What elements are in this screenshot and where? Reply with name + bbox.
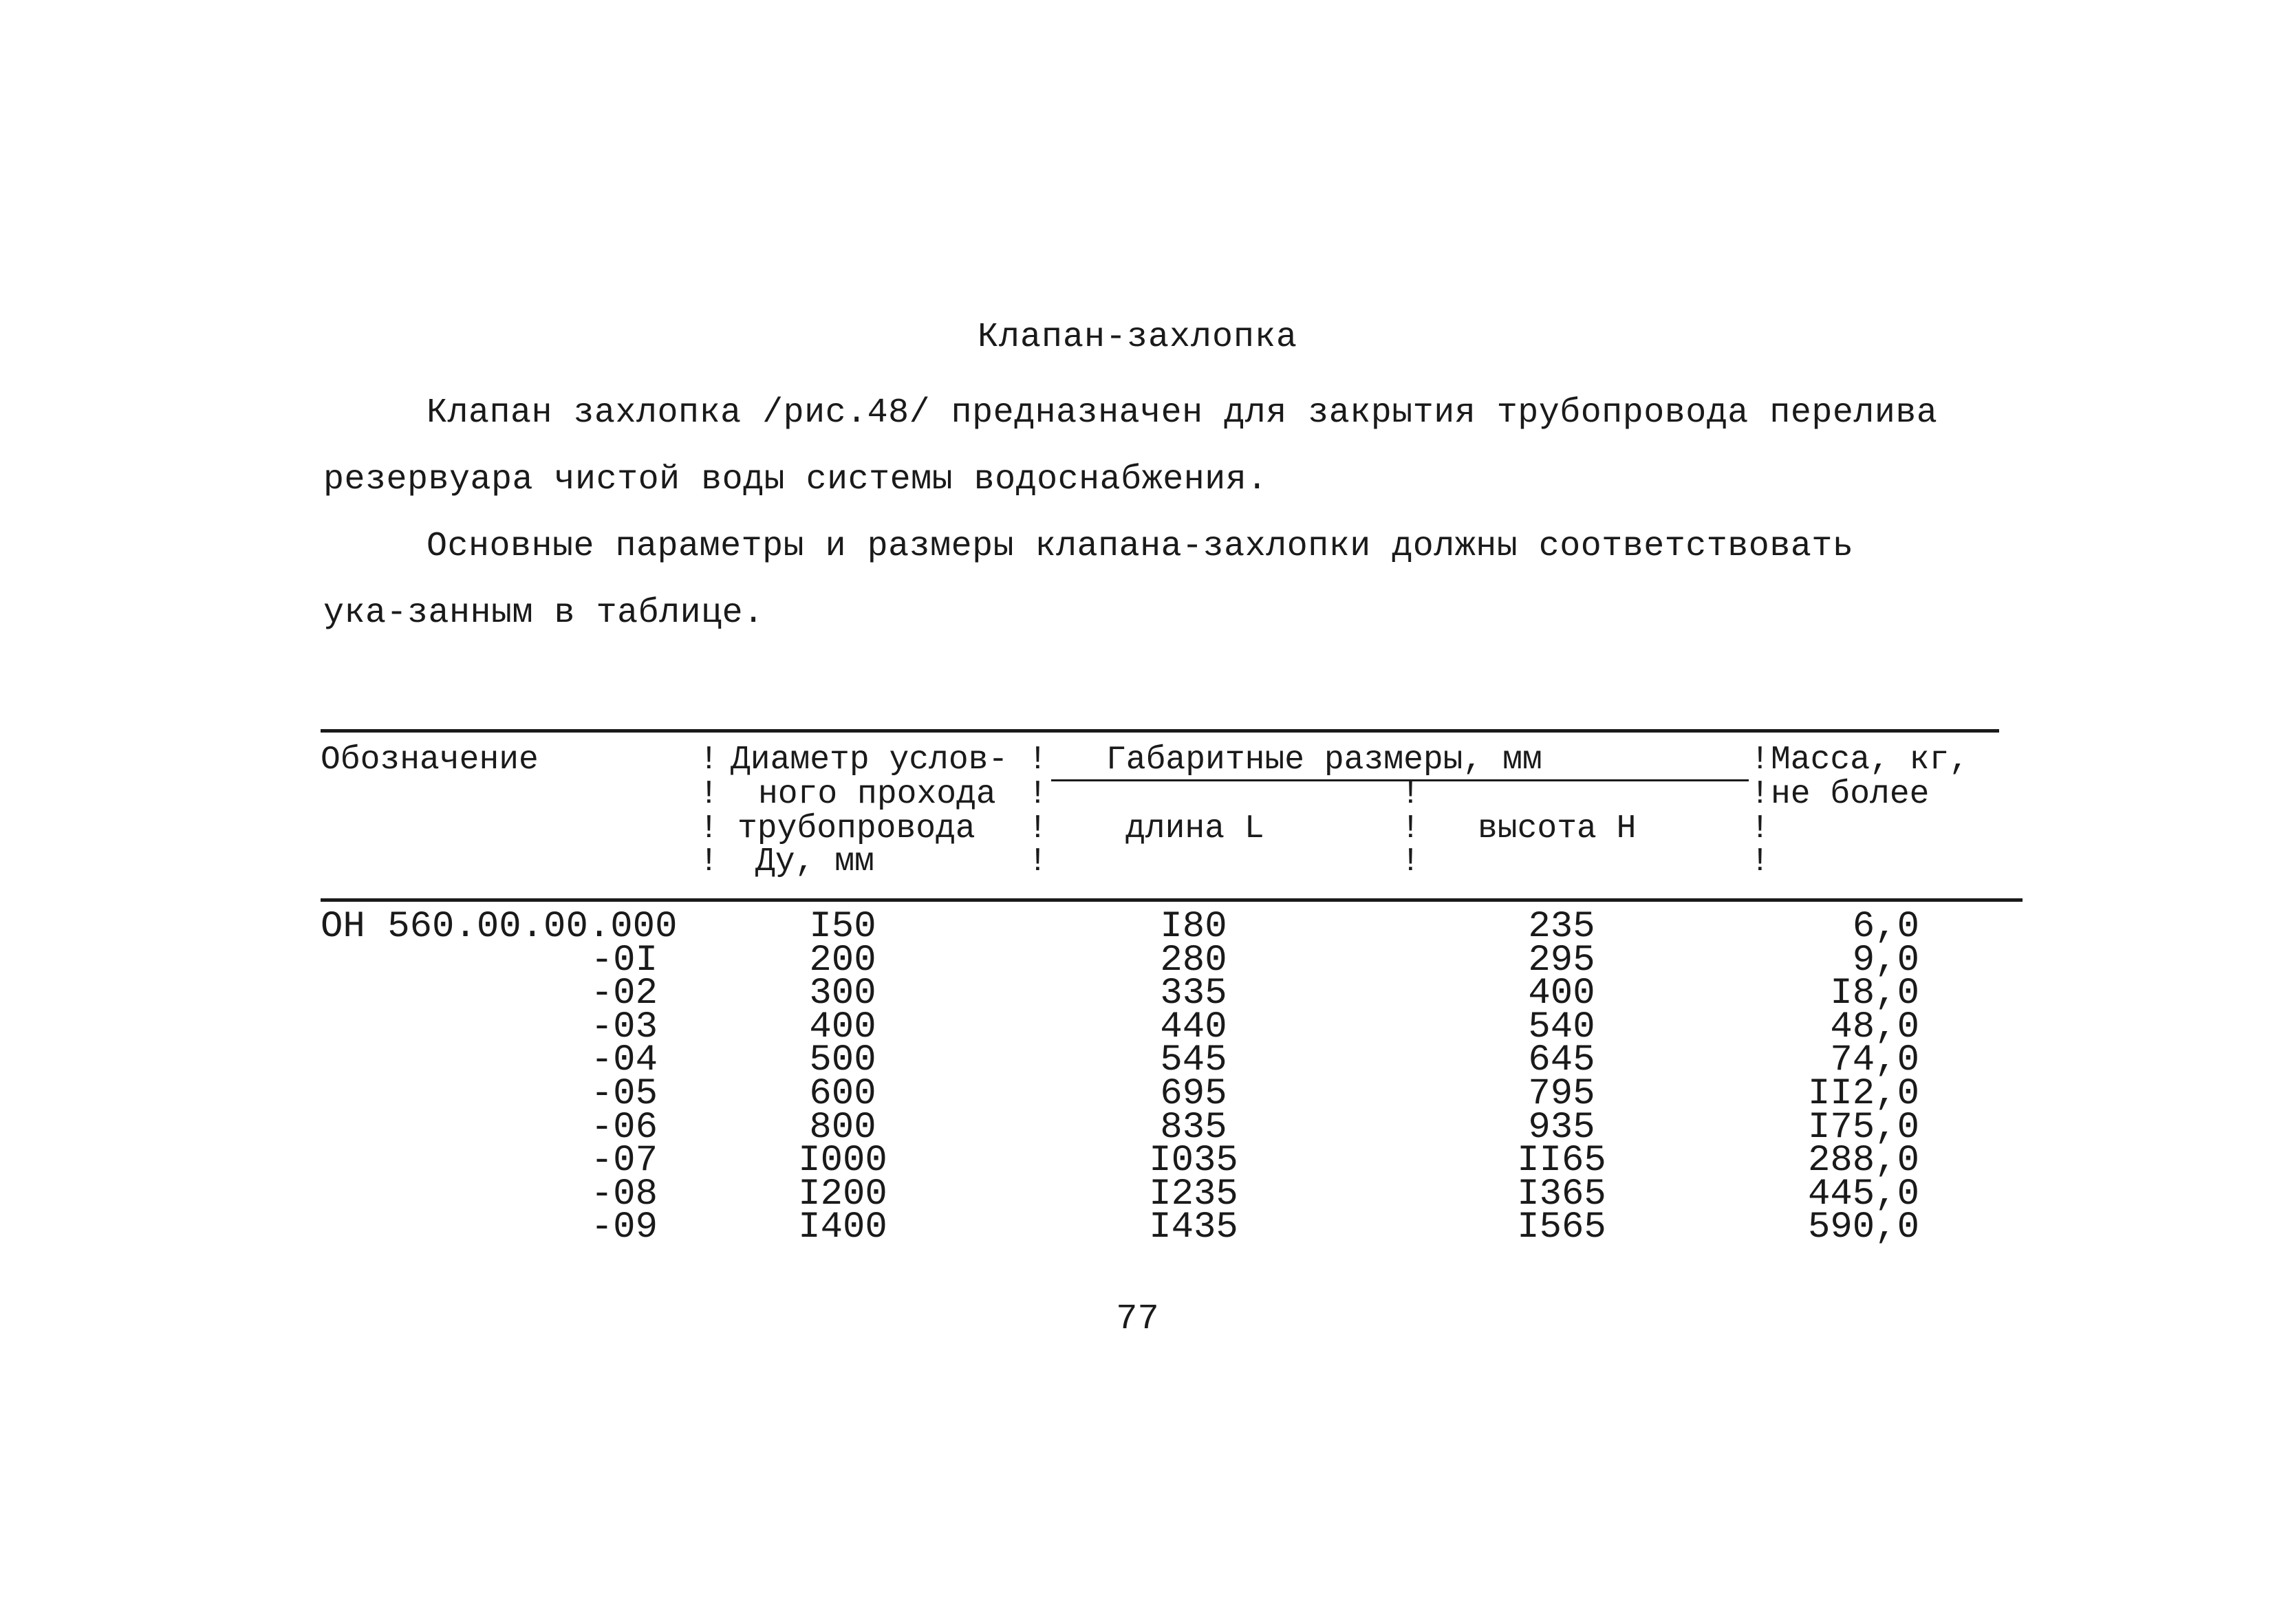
column-separator: ! — [1401, 810, 1421, 847]
column-separator: ! — [699, 810, 719, 847]
cell-dn: 600 — [809, 1072, 876, 1115]
cell-dn: I50 — [809, 906, 876, 948]
cell-mass: 9,0 — [1852, 939, 1919, 982]
cell-dn: 300 — [809, 973, 876, 1015]
cell-height: 235 — [1528, 906, 1595, 948]
column-separator: ! — [699, 843, 719, 880]
cell-length: 335 — [1160, 973, 1227, 1015]
cell-height: 645 — [1528, 1039, 1595, 1082]
column-separator: ! — [1028, 843, 1048, 880]
cell-code: -02 — [590, 973, 658, 1015]
header-diameter-line2: ного прохода — [758, 776, 996, 813]
cell-height: 795 — [1528, 1072, 1595, 1115]
cell-length: I035 — [1149, 1140, 1238, 1182]
section-title: Клапан-захлопка — [977, 318, 1298, 357]
header-length: длина L — [1125, 810, 1264, 847]
column-separator: ! — [1028, 741, 1048, 779]
paragraph-purpose — [323, 380, 1947, 513]
header-height: высота H — [1478, 810, 1637, 847]
header-designation: Обозначение — [321, 741, 539, 779]
cell-height: 935 — [1528, 1106, 1595, 1149]
cell-code: -06 — [590, 1106, 658, 1149]
cell-height: 295 — [1528, 939, 1595, 982]
cell-length: I235 — [1149, 1173, 1238, 1215]
cell-length: 835 — [1160, 1106, 1227, 1149]
column-separator: ! — [1750, 776, 1770, 813]
column-separator: ! — [1028, 810, 1048, 847]
column-separator: ! — [1750, 843, 1770, 880]
header-mass-line2: не более — [1771, 776, 1930, 813]
cell-mass: II2,0 — [1807, 1072, 1919, 1115]
cell-length: 440 — [1160, 1006, 1227, 1048]
cell-mass: 74,0 — [1830, 1039, 1919, 1082]
cell-dn: 500 — [809, 1039, 876, 1082]
cell-height: 540 — [1528, 1006, 1595, 1048]
cell-code: -09 — [590, 1206, 658, 1249]
paragraph-purpose-text: Клапан захлопка /рис.48/ предназначен для закрытия трубопровода перелива резервуара чистой воды системы водоснабжения. — [323, 393, 1938, 499]
column-separator: ! — [1750, 810, 1770, 847]
cell-code: -04 — [590, 1039, 658, 1082]
paragraph-parameters-text: Основные параметры и размеры клапана-захлопки должны соответствовать ука-занным в таблице. — [323, 527, 1854, 633]
cell-height: II65 — [1517, 1140, 1606, 1182]
cell-length: 545 — [1160, 1039, 1227, 1082]
cell-length: I80 — [1160, 906, 1227, 948]
cell-code: -08 — [590, 1173, 658, 1215]
cell-dn: 200 — [809, 939, 876, 982]
cell-mass: I75,0 — [1807, 1106, 1919, 1149]
cell-code: ОН 560.00.00.000 — [321, 906, 678, 948]
cell-mass: 445,0 — [1807, 1173, 1919, 1215]
column-designation — [321, 906, 678, 1249]
cell-length: 695 — [1160, 1072, 1227, 1115]
cell-length: 280 — [1160, 939, 1227, 982]
cell-dn: 800 — [809, 1106, 876, 1149]
cell-dn: I400 — [798, 1206, 887, 1249]
cell-mass: I8,0 — [1830, 973, 1919, 1015]
column-height — [1482, 906, 1641, 1249]
cell-mass: 590,0 — [1807, 1206, 1919, 1249]
column-separator: ! — [1401, 843, 1421, 880]
cell-code: -05 — [590, 1072, 658, 1115]
cell-dn: 400 — [809, 1006, 876, 1048]
column-separator: ! — [1028, 776, 1048, 813]
header-diameter-line1: Диаметр услов- — [731, 741, 1009, 779]
table-header-rule — [321, 898, 2023, 902]
cell-code: -03 — [590, 1006, 658, 1048]
cell-dn: I200 — [798, 1173, 887, 1215]
cell-mass: 48,0 — [1830, 1006, 1919, 1048]
column-separator: ! — [1750, 741, 1770, 779]
column-nominal-diameter — [764, 906, 922, 1249]
paragraph-parameters — [323, 513, 1947, 647]
header-diameter-line3: трубопровода — [737, 810, 975, 847]
table-top-rule — [321, 729, 1999, 733]
cell-dn: I000 — [798, 1140, 887, 1182]
column-separator: ! — [699, 776, 719, 813]
column-separator: ! — [699, 741, 719, 779]
cell-mass: 288,0 — [1807, 1140, 1919, 1182]
cell-code: -0I — [590, 939, 658, 982]
page-number: 77 — [1116, 1299, 1159, 1339]
cell-height: I365 — [1517, 1173, 1606, 1215]
cell-code: -07 — [590, 1140, 658, 1182]
cell-height: 400 — [1528, 973, 1595, 1015]
table-subheader-rule — [1051, 779, 1749, 781]
cell-length: I435 — [1149, 1206, 1238, 1249]
cell-height: I565 — [1517, 1206, 1606, 1249]
cell-mass: 6,0 — [1852, 906, 1919, 948]
header-diameter-line4: Ду, мм — [755, 843, 874, 880]
column-length — [1114, 906, 1273, 1249]
column-separator: ! — [1401, 776, 1421, 813]
column-mass — [1747, 906, 1919, 1249]
header-mass-line1: Масса, кг, — [1771, 741, 1970, 779]
header-overall-dimensions: Габаритные размеры, мм — [1106, 741, 1542, 779]
